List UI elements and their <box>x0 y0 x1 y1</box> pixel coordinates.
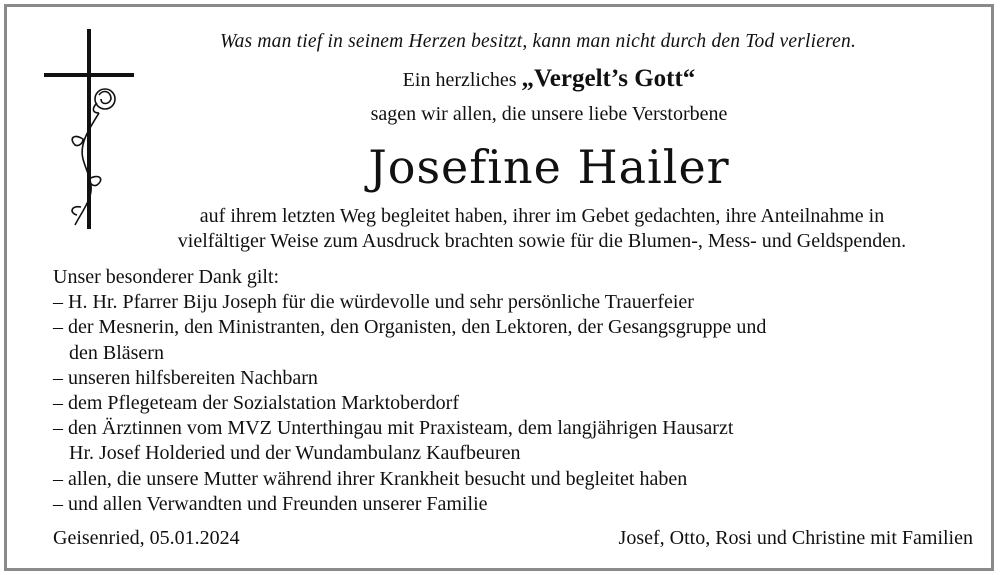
footer <box>53 527 973 550</box>
list-item: – den Ärztinnen vom MVZ Unterthingau mit Praxisteam, dem langjährigen Hausarzt <box>53 417 734 440</box>
list-item-continuation: den Bläsern <box>69 341 164 364</box>
thanks-emphasis: „Vergelt’s Gott“ <box>521 65 696 92</box>
list-item: – und allen Verwandten und Freunden unserer Familie <box>53 492 488 515</box>
list-item: – H. Hr. Pfarrer Biju Joseph für die würdevolle und sehr persönliche Trauerfeier <box>53 291 694 314</box>
signatories: Josef, Otto, Rosi und Christine mit Familien <box>618 527 973 549</box>
place-date: Geisenried, 05.01.2024 <box>53 527 240 549</box>
paragraph-line-1: auf ihrem letzten Weg begleitet haben, ihrer im Gebet gedachten, ihre Anteilnahme in <box>199 205 885 227</box>
intro-line: sagen wir allen, die unsere liebe Verstorbene <box>370 103 728 125</box>
deceased-name: Josefine Hailer <box>368 140 730 194</box>
list-item-continuation: Hr. Josef Holderied und der Wundambulanz Kaufbeuren <box>69 442 521 465</box>
paragraph-line-2: vielfältiger Weise zum Ausdruck brachten sowie für die Blumen-, Mess- und Geldspenden. <box>177 230 907 252</box>
thanks-paragraph <box>107 204 977 254</box>
list-item: – unseren hilfsbereiten Nachbarn <box>53 366 318 389</box>
cross-with-rose-icon <box>39 29 139 229</box>
list-item: – der Mesnerin, den Ministranten, den Organisten, den Lektoren, der Gesangsgruppe und <box>53 316 767 339</box>
motto-quote: Was man tief in seinem Herzen besitzt, kann man nicht durch den Tod verlieren. <box>219 31 857 52</box>
list-item: – dem Pflegeteam der Sozialstation Marktoberdorf <box>53 392 459 415</box>
list-item: – allen, die unsere Mutter während ihrer Krankheit besucht und begleitet haben <box>53 467 688 490</box>
thanks-line <box>107 65 991 93</box>
obituary-card <box>4 4 994 571</box>
thanks-prefix: Ein herzliches <box>402 69 522 91</box>
special-thanks-heading: Unser besonderer Dank gilt: <box>53 266 280 288</box>
special-thanks-list <box>53 265 766 517</box>
